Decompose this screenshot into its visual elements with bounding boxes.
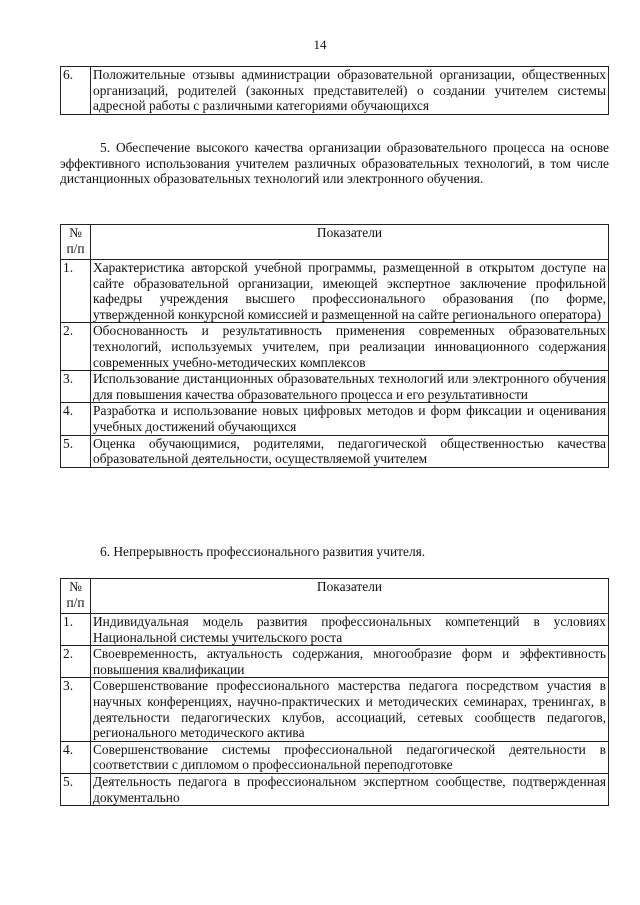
table-row — [61, 371, 609, 403]
table-row — [61, 741, 609, 773]
row-number: 5. — [61, 773, 91, 805]
header-number: № п/п — [61, 579, 91, 614]
row-number: 6. — [61, 67, 91, 115]
row-number: 4. — [61, 741, 91, 773]
section-5-heading: 5. Обеспечение высокого качества организации образовательного процесса на основе эффективного использования учителем различных образовательных технологий, в том числе дистанционных образовательных технологий или электронного обучения. — [60, 140, 609, 187]
section-6-indicators-table — [60, 578, 609, 806]
section-5-indicators-table — [60, 224, 609, 468]
table-row — [61, 323, 609, 371]
table-row — [61, 435, 609, 467]
table-row — [61, 67, 609, 115]
section-6-heading: 6. Непрерывность профессионального развития учителя. — [100, 544, 426, 559]
table-row — [61, 614, 609, 646]
row-text: Оценка обучающимися, родителями, педагогической общественностью качества образовательной деятельности, осуществляемой учителем — [91, 435, 609, 467]
header-indicators: Показатели — [91, 225, 609, 260]
row-text: Совершенствование профессионального мастерства педагога посредством участия в научных конференциях, научно-практических и методических семинарах, тренингах, в деятельности педагогических клубов, ассоциаций, сетевых сообществ педагогов, регионального методического актива — [91, 678, 609, 741]
row-text: Индивидуальная модель развития профессиональных компетенций в условиях Национальной системы учительского роста — [91, 614, 609, 646]
table-row — [61, 403, 609, 435]
header-number: № п/п — [61, 225, 91, 260]
row-text: Использование дистанционных образовательных технологий или электронного обучения для повышения качества образовательного процесса и его результативности — [91, 371, 609, 403]
row-number: 4. — [61, 403, 91, 435]
row-number: 2. — [61, 323, 91, 371]
row-text: Положительные отзывы администрации образовательной организации, общественных организаций, родителей (законных представителей) о создании учителем системы адресной работы с различными категориями обучающихся — [91, 67, 609, 115]
page-number: 14 — [313, 37, 327, 52]
row-number: 3. — [61, 371, 91, 403]
row-number: 2. — [61, 646, 91, 678]
indicators-table-continued — [60, 66, 609, 115]
table-header-row — [61, 225, 609, 260]
table-row — [61, 260, 609, 323]
header-indicators: Показатели — [91, 579, 609, 614]
row-number: 1. — [61, 614, 91, 646]
row-text: Разработка и использование новых цифровых методов и форм фиксации и оценивания учебных достижений обучающихся — [91, 403, 609, 435]
table-row — [61, 773, 609, 805]
row-text: Деятельность педагога в профессиональном экспертном сообществе, подтвержденная документально — [91, 773, 609, 805]
row-text: Характеристика авторской учебной программы, размещенной в открытом доступе на сайте образовательной организации, имеющей экспертное заключение профильной кафедры учреждения высшего профессионального образования (по форме, утвержденной конкурсной комиссией и размещенной на сайте регионального оператора) — [91, 260, 609, 323]
table-row — [61, 678, 609, 741]
row-text: Обоснованность и результативность применения современных образовательных технологий, используемых учителем, при реализации инновационного содержания современных учебно-методических комплексов — [91, 323, 609, 371]
row-number: 3. — [61, 678, 91, 741]
row-text: Совершенствование системы профессиональной педагогической деятельности в соответствии с дипломом о профессиональной переподготовке — [91, 741, 609, 773]
row-number: 5. — [61, 435, 91, 467]
row-number: 1. — [61, 260, 91, 323]
table-header-row — [61, 579, 609, 614]
table-row — [61, 646, 609, 678]
row-text: Своевременность, актуальность содержания, многообразие форм и эффективность повышения квалификации — [91, 646, 609, 678]
